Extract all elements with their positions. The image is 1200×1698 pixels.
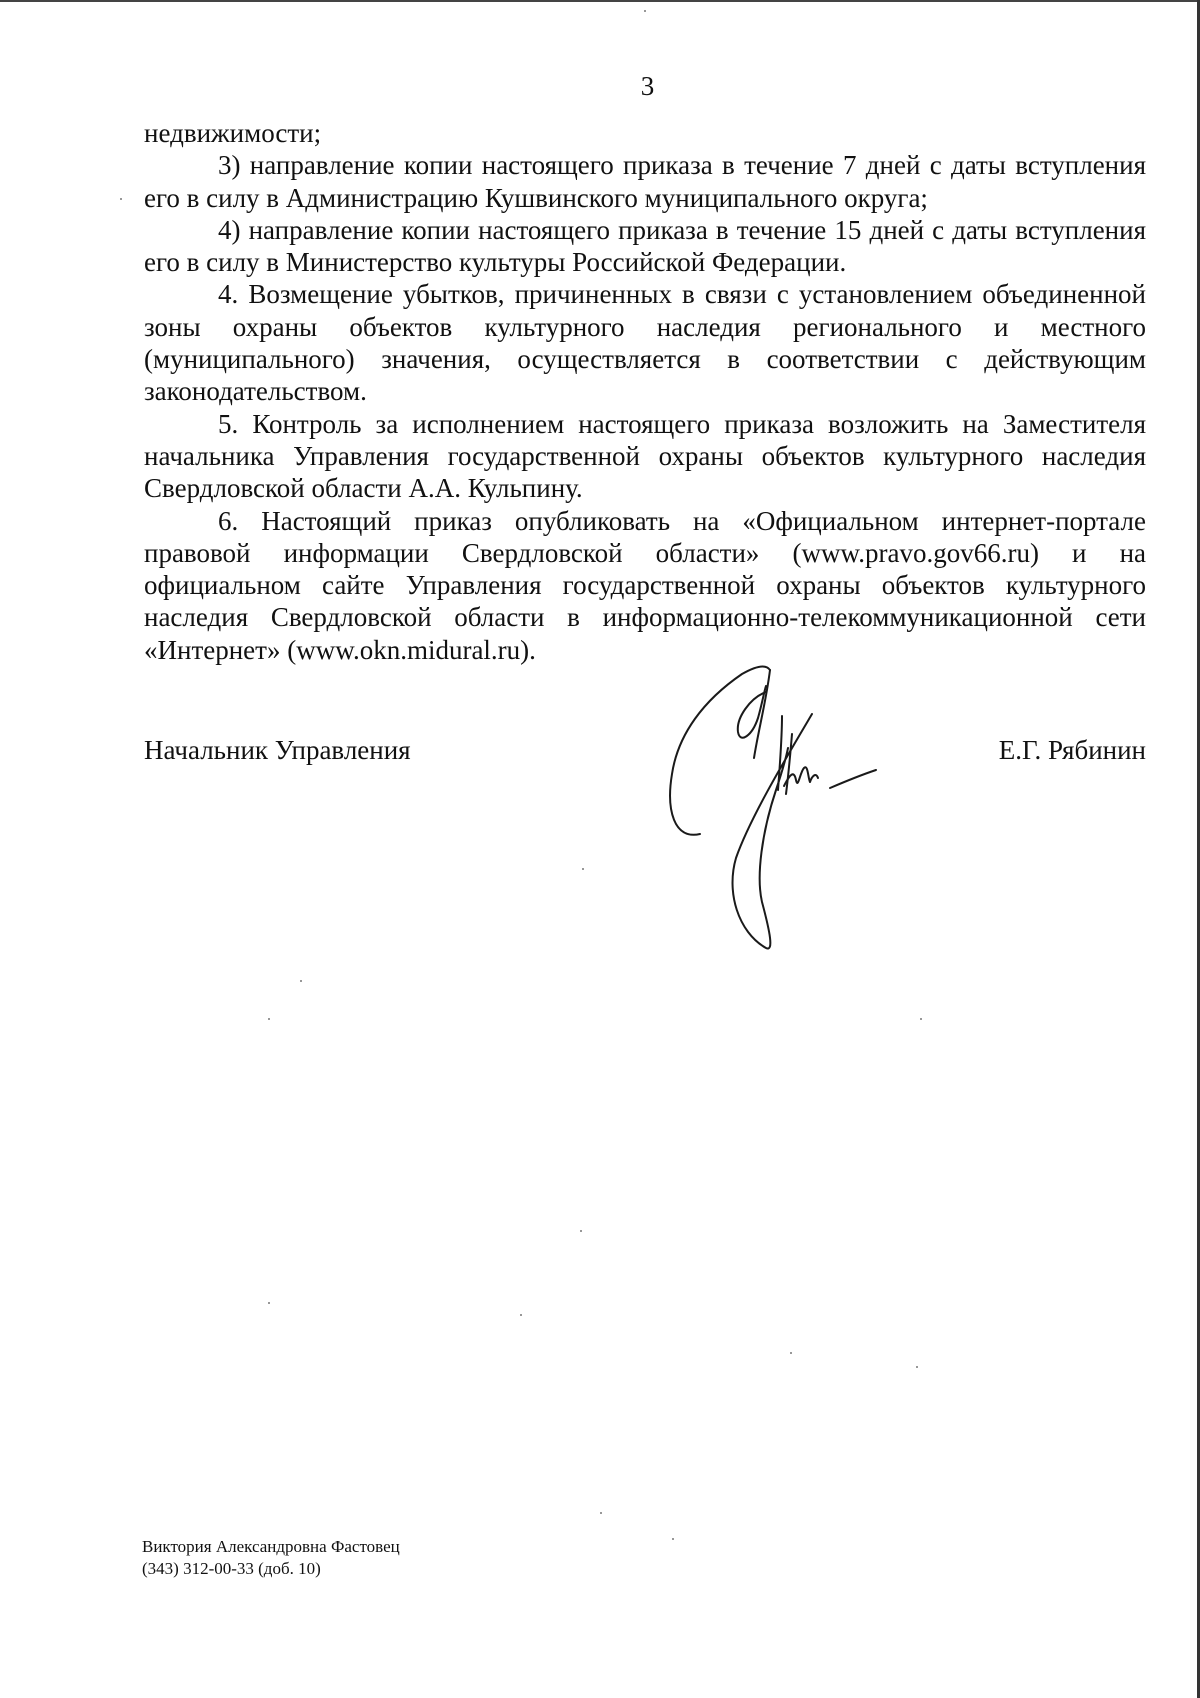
scan-speck bbox=[300, 980, 302, 982]
scan-speck bbox=[644, 10, 646, 12]
scan-speck bbox=[580, 1230, 582, 1232]
executor-name: Виктория Александровна Фастовец bbox=[142, 1537, 400, 1556]
document-body bbox=[144, 117, 1146, 666]
executor-phone: (343) 312-00-33 (доб. 10) bbox=[142, 1559, 321, 1578]
scan-top-edge bbox=[0, 0, 1200, 2]
scan-speck bbox=[672, 1538, 674, 1540]
page-number: 3 bbox=[640, 71, 655, 101]
scan-speck bbox=[600, 1512, 602, 1514]
scan-speck bbox=[920, 1018, 922, 1020]
handwritten-signature bbox=[666, 662, 906, 957]
scan-speck bbox=[916, 1366, 918, 1368]
executor-info bbox=[142, 1536, 400, 1580]
scan-speck bbox=[268, 1302, 270, 1304]
signatory-title: Начальник Управления bbox=[144, 735, 411, 765]
paragraph-continuation: недвижимости; bbox=[144, 118, 322, 148]
paragraph-item-4: 4) направление копии настоящего приказа в течение 15 дней с даты вступления его в силу в Министерство культуры Российской Федерации. bbox=[144, 214, 1146, 278]
scan-speck bbox=[120, 198, 122, 200]
paragraph-clause-5: 5. Контроль за исполнением настоящего приказа возложить на Заместителя начальника Управления государственной охраны объектов культурного наследия Свердловской области А.А. Кульпину. bbox=[144, 408, 1146, 504]
scan-speck bbox=[268, 1018, 270, 1020]
scan-speck bbox=[790, 1352, 792, 1354]
scan-speck bbox=[520, 1314, 522, 1316]
scan-speck bbox=[582, 868, 584, 870]
paragraph-clause-4: 4. Возмещение убытков, причиненных в связи с установлением объединенной зоны охраны объектов культурного наследия регионального и местного (муниципального) значения, осуществляется в соответствии с действующим законодательством. bbox=[144, 279, 1146, 407]
signatory-name: Е.Г. Рябинин bbox=[998, 735, 1146, 765]
paragraph-item-3: 3) направление копии настоящего приказа в течение 7 дней с даты вступления его в силу в Администрацию Кушвинского муниципального округа; bbox=[144, 150, 1146, 213]
paragraph-clause-6: 6. Настоящий приказ опубликовать на «Официальном интернет-портале правовой информации Свердловской области» (www.pravo.gov66.ru) и на официальном сайте Управления государственной охраны объектов культурного наследия Свердловской области в информационно-телекоммуникационной сети «Интернет» (www.okn.midural.ru). bbox=[144, 505, 1146, 665]
